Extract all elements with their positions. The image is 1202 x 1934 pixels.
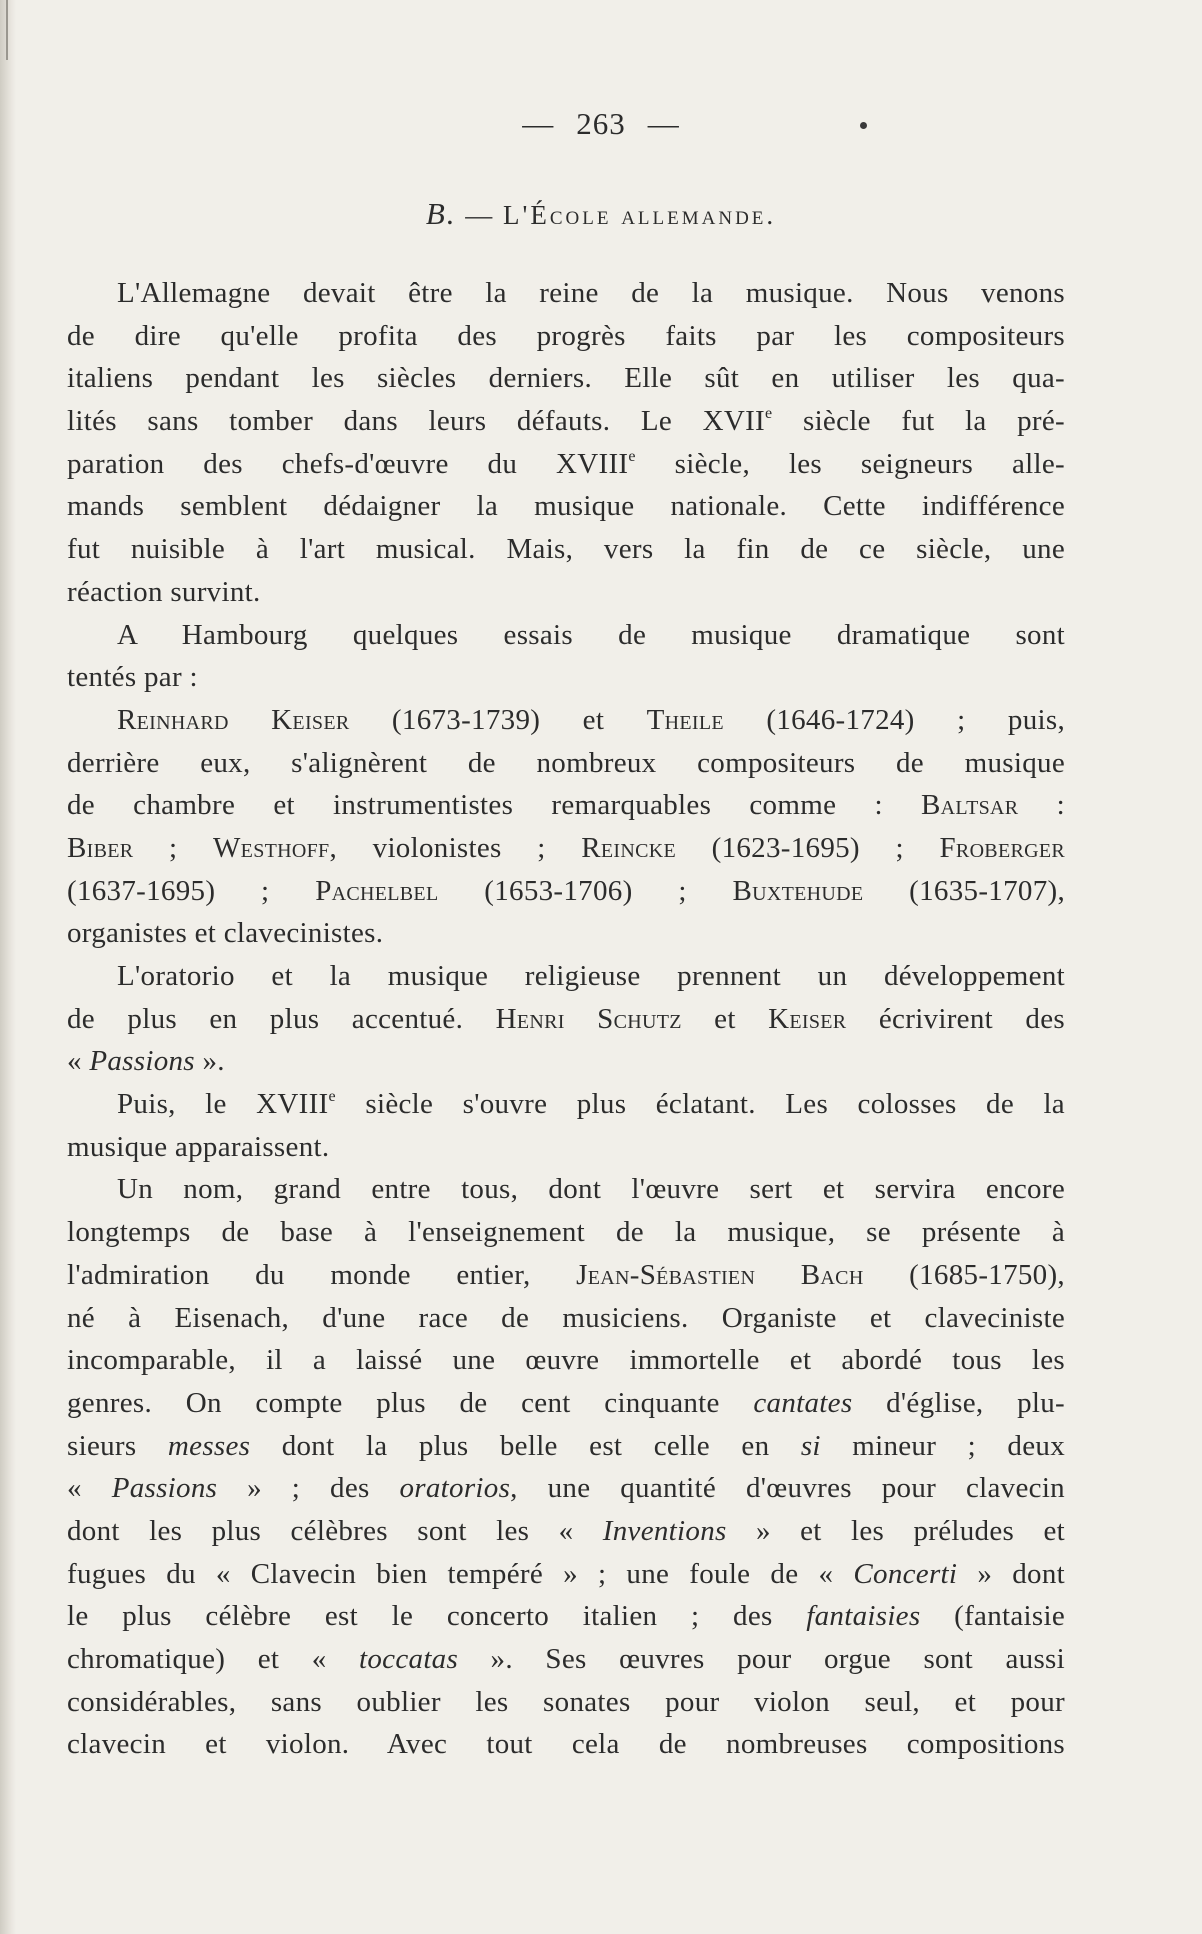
- line-text: , violonistes ;: [329, 831, 582, 864]
- line-text: (1635-1707),: [863, 874, 1065, 907]
- text-line: [67, 784, 1065, 827]
- page-edge: [0, 0, 16, 1934]
- text-line: [67, 1339, 1065, 1382]
- line-text: né à Eisenach, d'une race de musiciens. Organiste et claveciniste: [67, 1301, 1065, 1334]
- text-line: [67, 1723, 1065, 1766]
- text-line: [67, 571, 1065, 614]
- line-text: (1637-1695) ;: [67, 874, 316, 907]
- text-line: [67, 912, 1065, 955]
- text-line: [67, 400, 1065, 443]
- text-line: [67, 656, 1065, 699]
- text-line: [67, 1595, 1065, 1638]
- composer-name: Froberger: [939, 831, 1066, 864]
- text-line: [67, 1297, 1065, 1340]
- composer-name: Reincke: [581, 831, 676, 864]
- work-title: Inventions: [602, 1514, 727, 1547]
- folio-dash-left: —: [522, 106, 555, 141]
- folio-number: 263: [576, 106, 626, 141]
- text-line: [67, 1553, 1065, 1596]
- text-line: [67, 742, 1065, 785]
- line-text: l'admiration du monde entier,: [67, 1258, 577, 1291]
- line-text: réaction survint.: [67, 575, 261, 608]
- line-text: chromatique) et «: [67, 1643, 360, 1675]
- work-title: fantaisies: [806, 1600, 921, 1633]
- text-line: [67, 357, 1065, 400]
- line-text: incomparable, il a laissé une œuvre immortelle et abordé tous les: [67, 1344, 1065, 1377]
- line-text: siècle, les seigneurs alle-: [635, 447, 1065, 480]
- text-line: [67, 1211, 1065, 1254]
- line-text: (fantaisie: [920, 1600, 1065, 1633]
- line-text: lités sans tomber dans leurs défauts. Le XVII: [67, 405, 766, 438]
- line-text: derrière eux, s'alignèrent de nombreux compositeurs de musique: [67, 746, 1065, 779]
- line-text: le plus célèbre est le concerto italien ; des: [67, 1600, 807, 1633]
- composer-name: Baltsar: [921, 789, 1019, 822]
- key-name: si: [800, 1429, 821, 1462]
- work-title: oratorios: [399, 1472, 511, 1505]
- text-line: [67, 870, 1065, 913]
- line-text: siècle fut la pré-: [772, 405, 1065, 438]
- text-line: [67, 1254, 1065, 1297]
- line-text: de chambre et instrumentistes remarquables comme :: [67, 789, 922, 822]
- line-text: «: [67, 1472, 112, 1505]
- line-text: , une quantité d'œuvres pour clavecin: [510, 1472, 1065, 1505]
- line-text: L'oratorio et la musique religieuse prennent un développement: [117, 960, 1065, 992]
- section-dash: —: [465, 200, 495, 230]
- text-line: [67, 1040, 1065, 1083]
- text-line: [67, 528, 1065, 571]
- line-text: Un nom, grand entre tous, dont l'œuvre sert et servira encore: [117, 1173, 1065, 1206]
- composer-name: Keiser: [768, 1002, 847, 1035]
- line-text: clavecin et violon. Avec tout cela de nombreuses compositions: [67, 1728, 1065, 1761]
- composer-name: Jean-Sébastien Bach: [576, 1258, 864, 1291]
- line-text: sieurs: [67, 1429, 168, 1462]
- composer-name: Westhoff: [213, 831, 330, 864]
- line-text: ». Ses œuvres pour orgue sont aussi: [458, 1643, 1065, 1675]
- line-text: d'église, plu-: [852, 1386, 1065, 1419]
- superscript: e: [328, 1088, 336, 1106]
- line-text: » et les préludes et: [726, 1514, 1066, 1547]
- section-title: L'École allemande.: [503, 200, 777, 230]
- line-text: dont la plus belle est celle en: [250, 1429, 801, 1462]
- page-number: [0, 106, 1202, 142]
- work-title: cantates: [753, 1386, 853, 1419]
- line-text: longtemps de base à l'enseignement de la musique, se présente à: [67, 1216, 1065, 1249]
- line-text: de dire qu'elle profita des progrès faits par les compositeurs: [67, 319, 1065, 352]
- work-title: toccatas: [359, 1643, 459, 1675]
- superscript: e: [628, 447, 636, 465]
- text-line: [67, 1168, 1065, 1211]
- section-letter: B.: [425, 196, 457, 231]
- ink-speck: [860, 122, 867, 129]
- line-text: écrivirent des: [846, 1002, 1065, 1035]
- line-text: fut nuisible à l'art musical. Mais, vers la fin de ce siècle, une: [67, 533, 1065, 566]
- text-line: [67, 998, 1065, 1041]
- line-text: (1646-1724) ; puis,: [723, 703, 1065, 736]
- line-text: italiens pendant les siècles derniers. Elle sût en utiliser les qua-: [67, 362, 1065, 395]
- text-line: [67, 485, 1065, 528]
- text-line: [67, 315, 1065, 358]
- line-text: considérables, sans oublier les sonates pour violon seul, et pour: [67, 1685, 1065, 1718]
- text-line: [67, 614, 1065, 657]
- text-line: [67, 1638, 1065, 1681]
- line-text: mineur ; deux: [820, 1429, 1065, 1462]
- line-text: musique apparaissent.: [67, 1130, 330, 1163]
- text-line: [67, 1382, 1065, 1425]
- work-title: Concerti: [853, 1557, 958, 1590]
- text-line: [67, 1681, 1065, 1724]
- text-line: [67, 1126, 1065, 1169]
- line-text: Puis, le XVIII: [117, 1088, 329, 1121]
- text-line: [67, 827, 1065, 870]
- composer-name: Biber: [67, 831, 134, 864]
- line-text: (1623-1695) ;: [676, 831, 940, 864]
- text-line: [67, 955, 1065, 998]
- section-heading: [0, 196, 1202, 232]
- line-text: L'Allemagne devait être la reine de la musique. Nous venons: [117, 277, 1065, 309]
- text-line: [67, 1467, 1065, 1510]
- line-text: organistes et clavecinistes.: [67, 917, 384, 950]
- composer-name: Buxtehude: [732, 874, 864, 907]
- work-title: Passions: [111, 1472, 218, 1505]
- composer-name: Theile: [646, 703, 724, 736]
- line-text: «: [67, 1045, 90, 1078]
- line-text: » dont: [957, 1557, 1065, 1590]
- line-text: fugues du « Clavecin bien tempéré » ; une foule de «: [67, 1557, 854, 1590]
- line-text: :: [1018, 789, 1065, 822]
- line-text: siècle s'ouvre plus éclatant. Les colosses de la: [335, 1088, 1065, 1121]
- text-line: [67, 272, 1065, 315]
- text-line: [67, 1510, 1065, 1553]
- line-text: A Hambourg quelques essais de musique dramatique sont: [117, 618, 1065, 651]
- line-text: (1653-1706) ;: [438, 874, 733, 907]
- folio-dash-right: —: [647, 106, 680, 141]
- line-text: de plus en plus accentué.: [67, 1002, 496, 1035]
- line-text: mands semblent dédaigner la musique nationale. Cette indifférence: [67, 490, 1065, 523]
- superscript: e: [765, 405, 773, 423]
- line-text: » ; des: [217, 1472, 400, 1505]
- composer-name: Pachelbel: [315, 874, 439, 907]
- text-line: [67, 1425, 1065, 1468]
- line-text: ;: [133, 831, 214, 864]
- line-text: dont les plus célèbres sont les «: [67, 1514, 603, 1547]
- text-line: [67, 443, 1065, 486]
- text-line: [67, 1083, 1065, 1126]
- work-title: Passions: [89, 1045, 195, 1078]
- body-text: [67, 272, 1065, 1766]
- page-edge-mark: [6, 0, 8, 60]
- line-text: et: [681, 1002, 769, 1035]
- line-text: tentés par :: [67, 661, 198, 694]
- line-text: paration des chefs-d'œuvre du XVIII: [67, 447, 629, 480]
- line-text: (1685-1750),: [863, 1258, 1065, 1291]
- line-text: (1673-1739) et: [349, 703, 647, 736]
- text-line: [67, 699, 1065, 742]
- composer-name: Henri Schutz: [495, 1002, 682, 1035]
- line-text: ».: [194, 1045, 225, 1078]
- work-title: messes: [167, 1429, 251, 1462]
- composer-name: Reinhard Keiser: [117, 703, 350, 736]
- line-text: genres. On compte plus de cent cinquante: [67, 1386, 754, 1419]
